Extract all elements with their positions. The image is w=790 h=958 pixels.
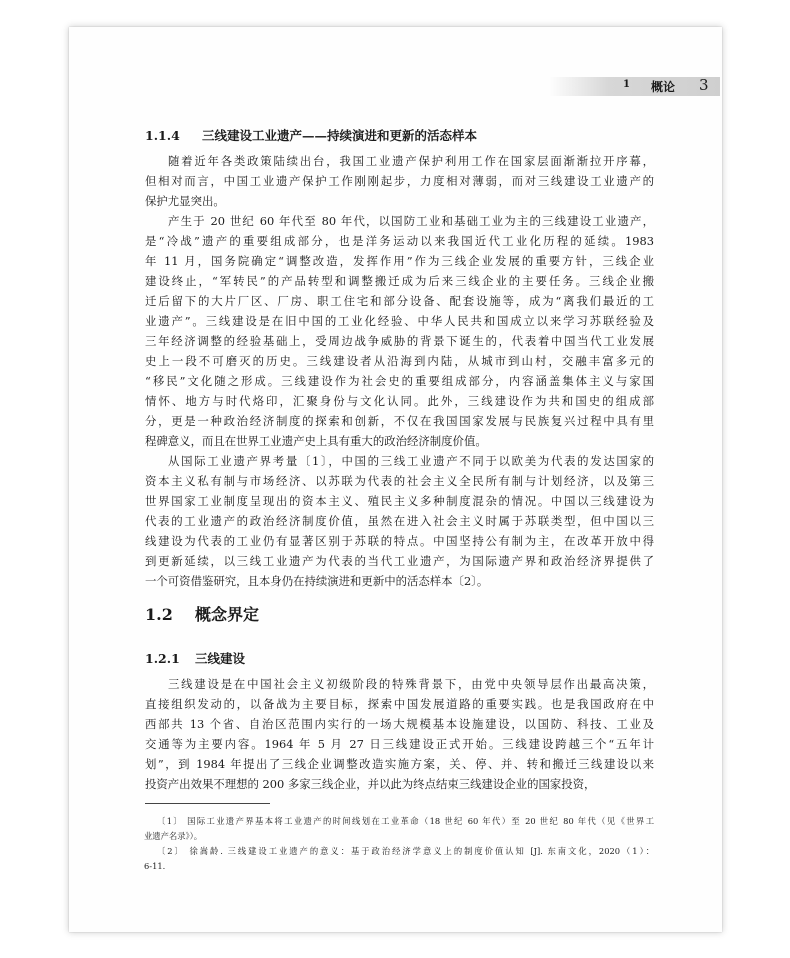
text-line: 直接组织发动的，以备战为主要目标，探索中国发展道路的重要实践。也是我国政府在中 bbox=[145, 697, 654, 711]
footnote-rule bbox=[145, 803, 270, 804]
footnote-line: 6-11. bbox=[144, 861, 166, 871]
text-line: 世界国家工业制度呈现出的资本主义、殖民主义多种制度混杂的情况。中国以三线建设为 bbox=[145, 494, 654, 508]
section-number: 1.2 bbox=[145, 605, 173, 624]
text-line: 年 11 月，国务院确定“调整改造，发挥作用”作为三线企业发展的重要方针，三线企业 bbox=[145, 254, 654, 268]
text-line: 情怀、地方与时代烙印，汇聚身份与文化认同。此外，三线建设作为共和国史的组成部 bbox=[145, 394, 654, 408]
text-line: 西部共 13 个省、自治区范围内实行的一场大规模基本设施建设，以国防、科技、工业及 bbox=[145, 717, 654, 731]
text-line: 随着近年各类政策陆续出台，我国工业遗产保护利用工作在国家层面渐渐拉开序幕， bbox=[168, 154, 654, 168]
text-line: 产生于 20 世纪 60 年代至 80 年代，以国防工业和基础工业为主的三线建设工业遗产， bbox=[168, 214, 654, 228]
paragraph bbox=[145, 211, 654, 451]
text-line: 划”，到 1984 年提出了三线企业调整改造实施方案，关、停、并、转和搬迁三线建设以来 bbox=[145, 757, 654, 771]
page-number: 3 bbox=[699, 76, 709, 94]
text-line: 建设终止，“军转民”的产品转型和调整搬迁成为后来三线企业的主要任务。三线企业搬 bbox=[145, 274, 654, 288]
section-1-1-4-body bbox=[145, 151, 654, 591]
text-line: 史上一段不可磨灭的历史。三线建设者从沿海到内陆，从城市到山村，交融丰富多元的 bbox=[145, 354, 654, 368]
book-page bbox=[69, 27, 722, 932]
text-line: 业遗产”。三线建设是在旧中国的工业化经验、中华人民共和国成立以来学习苏联经验及 bbox=[145, 314, 654, 328]
text-line: 资本主义私有制与市场经济、以苏联为代表的社会主义全民所有制与计划经济，以及第三 bbox=[145, 474, 654, 488]
section-number: 1.1.4 bbox=[145, 128, 180, 143]
running-head-chapter-title: 概论 bbox=[651, 80, 676, 94]
footnote bbox=[144, 844, 654, 874]
text-line: 代表的工业遗产的政治经济制度价值，虽然在进入社会主义时属于苏联类型，但中国以三 bbox=[145, 514, 654, 528]
text-line: 分，更是一种政治经济制度的探索和创新，不仅在我国国家发展与民族复兴过程中具有里 bbox=[145, 414, 654, 428]
text-line: 但相对而言，中国工业遗产保护工作刚刚起步，力度相对薄弱，而对三线建设工业遗产的 bbox=[145, 174, 654, 188]
text-line: 程碑意义，而且在世界工业遗产史上具有重大的政治经济制度价值。 bbox=[145, 434, 487, 448]
footnote-line: 〔2〕 徐嵩龄. 三线建设工业遗产的意义：基于政治经济学意义上的制度价值认知 [J]. 东南文化，2020（1）： bbox=[157, 846, 654, 856]
section-heading-1-2 bbox=[145, 602, 259, 625]
footnotes bbox=[144, 814, 654, 874]
section-title: 三线建设工业遗产——持续演进和更新的活态样本 bbox=[202, 128, 478, 143]
paragraph bbox=[145, 674, 654, 794]
text-line: 保护尤显突出。 bbox=[145, 194, 225, 208]
running-head bbox=[549, 77, 720, 96]
section-1-2-1-body bbox=[145, 674, 654, 794]
text-line: “移民”文化随之形成。三线建设作为社会史的重要组成部分，内容涵盖集体主义与家国 bbox=[145, 374, 654, 388]
paragraph bbox=[145, 151, 654, 211]
text-line: 投资产出效果不理想的 200 多家三线企业，并以此为终点结束三线建设企业的国家投资， bbox=[145, 777, 596, 791]
paragraph bbox=[145, 451, 654, 591]
section-title: 概念界定 bbox=[195, 605, 260, 624]
footnote bbox=[144, 814, 654, 844]
footnote-line: 〔1〕 国际工业遗产界基本将工业遗产的时间线划在工业革命（18 世纪 60 年代）至 20 世纪 80 年代（见《世界工 bbox=[157, 816, 654, 826]
text-line: 是“冷战”遗产的重要组成部分，也是洋务运动以来我国近代工业化历程的延续。1983 bbox=[145, 234, 654, 248]
text-line: 从国际工业遗产界考量〔1〕，中国的三线工业遗产不同于以欧美为代表的发达国家的 bbox=[168, 454, 654, 468]
section-number: 1.2.1 bbox=[145, 651, 180, 666]
running-head-chapter-number: 1 bbox=[623, 79, 630, 90]
text-line: 三线建设是在中国社会主义初级阶段的特殊背景下，由党中央领导层作出最高决策， bbox=[168, 677, 654, 691]
text-line: 到更新延续，以三线工业遗产为代表的当代工业遗产，为国际遗产界和政治经济界提供了 bbox=[145, 554, 654, 568]
text-line: 三年经济调整的经验基础上，受周边战争威胁的背景下诞生的，代表着中国当代工业发展 bbox=[145, 334, 654, 348]
section-heading-1-2-1 bbox=[145, 649, 245, 667]
text-line: 迁后留下的大片厂区、厂房、职工住宅和部分设备、配套设施等，成为“离我们最近的工 bbox=[145, 294, 654, 308]
section-heading-1-1-4 bbox=[145, 126, 477, 144]
text-line: 线建设为代表的工业仍有显著区别于苏联的特点。中国坚持公有制为主，在改革开放中得 bbox=[145, 534, 654, 548]
section-title: 三线建设 bbox=[195, 651, 246, 666]
text-line: 交通等为主要内容。1964 年 5 月 27 日三线建设正式开始。三线建设跨越三个“五年计 bbox=[145, 737, 654, 751]
text-line: 一个可资借鉴研究，且本身仍在持续演进和更新中的活态样本〔2〕。 bbox=[145, 574, 489, 588]
footnote-line: 业遗产名录》）。 bbox=[144, 831, 203, 841]
